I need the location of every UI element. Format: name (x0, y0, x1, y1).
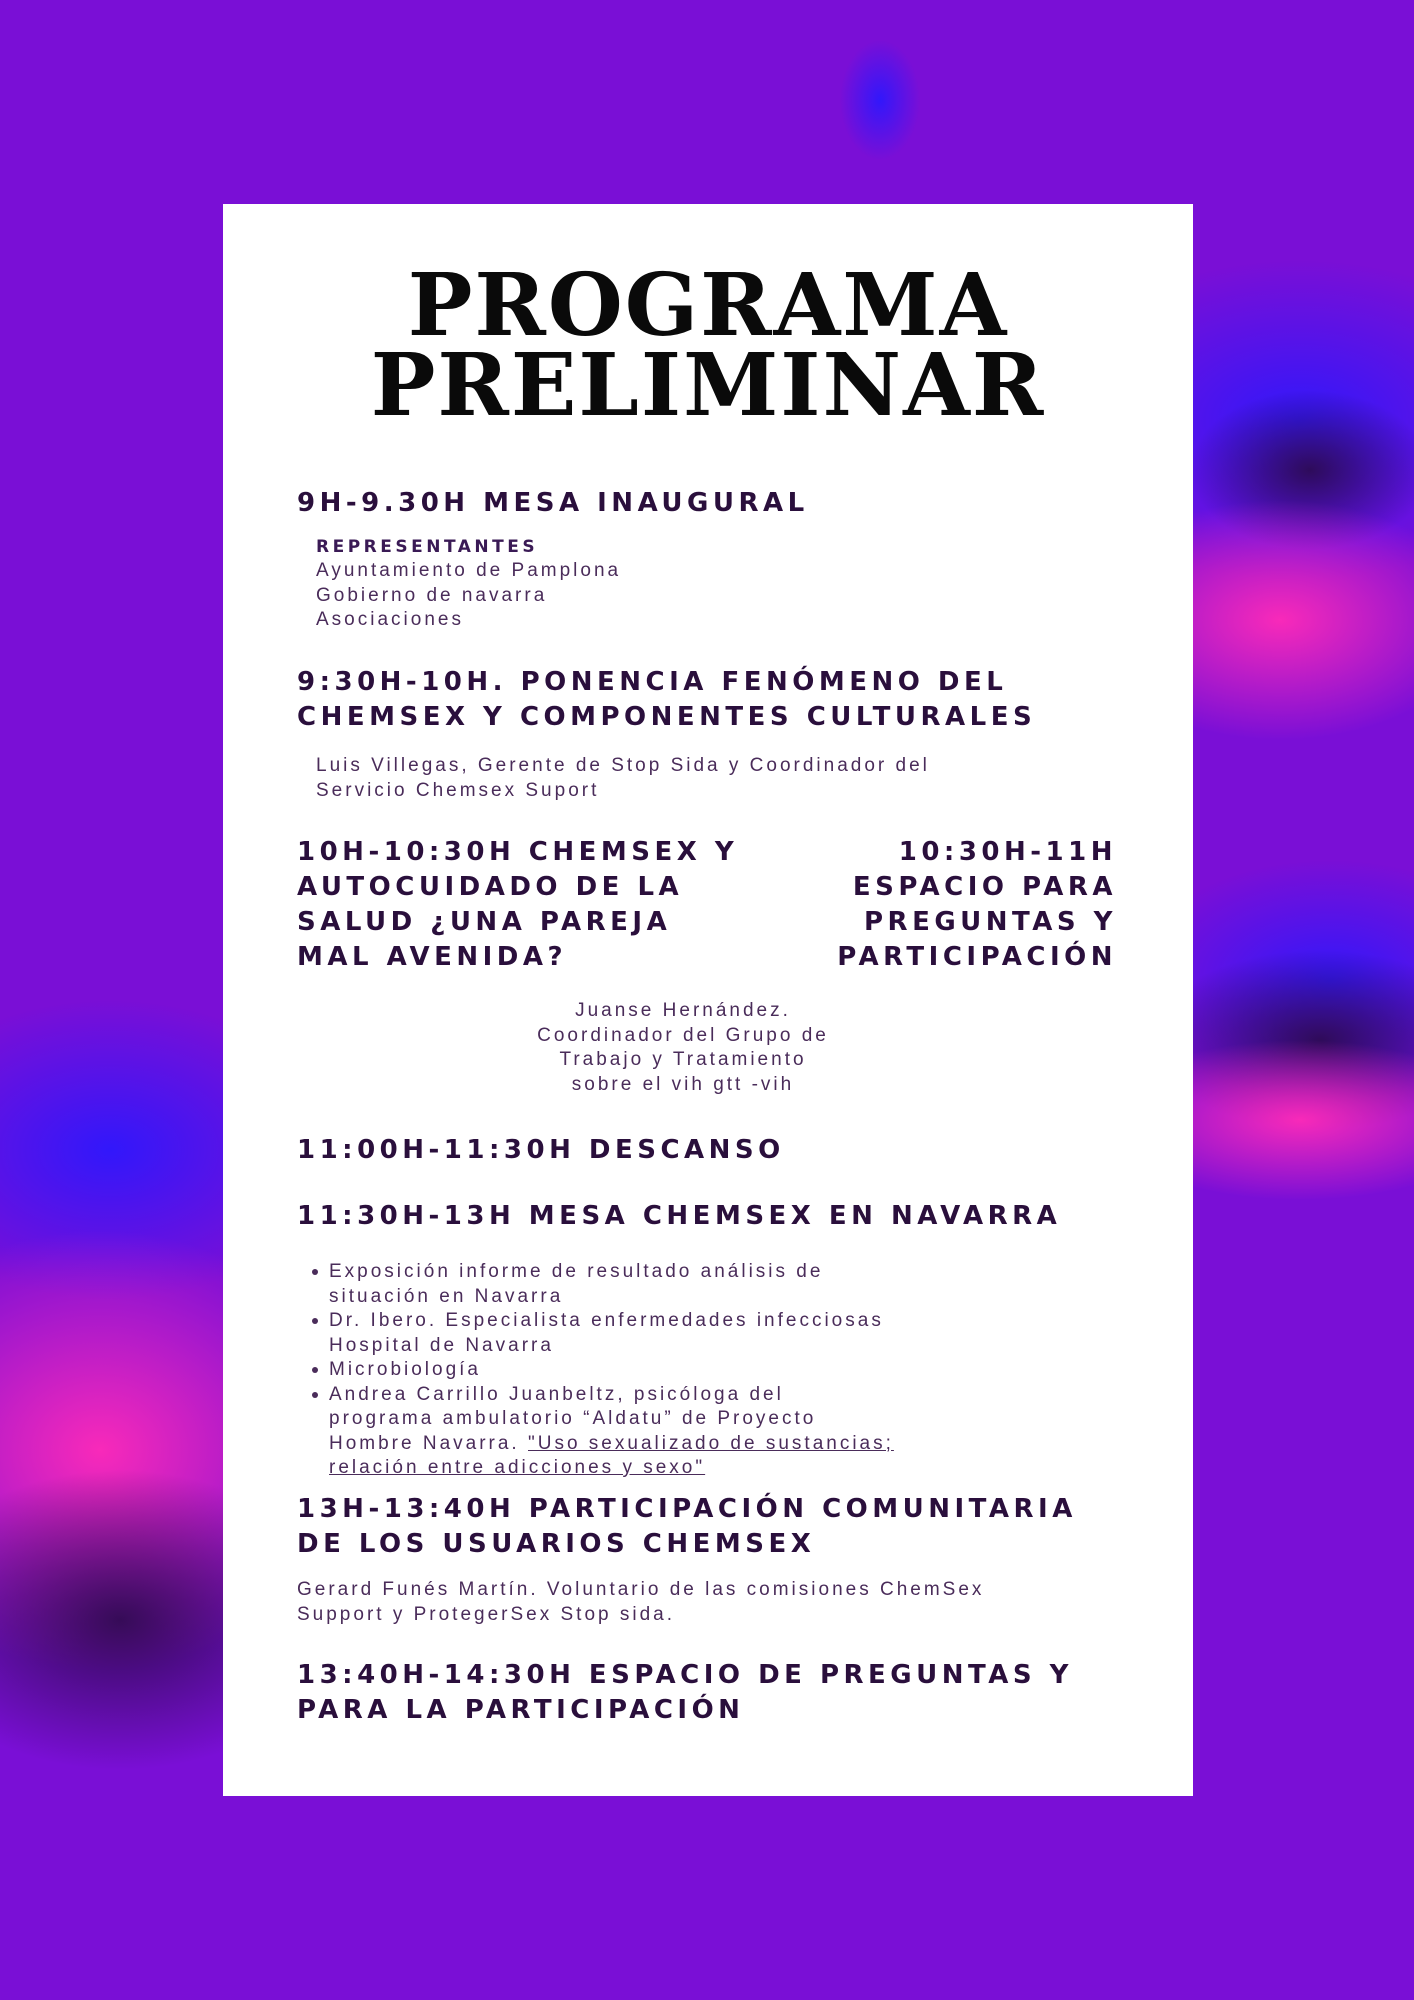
item-line: Andrea Carrillo Juanbeltz, psicóloga del (329, 1383, 784, 1405)
speaker-line: Trabajo y Tratamiento (559, 1049, 807, 1070)
title-line-2: PRELIMINAR (370, 335, 1046, 436)
heading-line: 9:30H-10H. PONENCIA FENÓMENO DEL (297, 667, 1008, 697)
item-line: Dr. Ibero. Especialista enfermedades infecciosas (329, 1310, 884, 1331)
participacion-speaker (297, 1578, 984, 1627)
representantes-label: REPRESENTANTES (316, 537, 539, 557)
heading-line: 10:30H-11H (898, 837, 1117, 867)
heading-line: SALUD ¿UNA PAREJA (297, 907, 672, 937)
speaker-line: Juanse Hernández. (575, 1000, 791, 1021)
item-line: Exposición informe de resultado análisis de (329, 1261, 824, 1282)
heading-line: PARTICIPACIÓN (837, 942, 1117, 972)
session-heading-descanso: 11:00H-11:30H DESCANSO (297, 1135, 785, 1165)
session-heading-mesa-navarra: 11:30H-13H MESA CHEMSEX EN NAVARRA (297, 1201, 1062, 1231)
item-line: programa ambulatorio “Aldatu” de Proyecto (329, 1408, 817, 1429)
list-item (329, 1309, 1049, 1358)
autocuidado-speaker (433, 999, 933, 1097)
program-card (223, 204, 1193, 1796)
session-heading-participacion-comunitaria (297, 1492, 1077, 1562)
representante-item: Asociaciones (316, 609, 464, 630)
session-heading-autocuidado (297, 835, 738, 975)
heading-line: 13:40H-14:30H ESPACIO DE PREGUNTAS Y (297, 1660, 1073, 1690)
representante-item: Gobierno de navarra (316, 584, 548, 606)
heading-line: 13H-13:40H PARTICIPACIÓN COMUNITARIA (297, 1494, 1077, 1524)
item-line: Hombre Navarra. (329, 1432, 528, 1454)
ponencia-speaker (316, 754, 930, 803)
session-heading-espacio-preguntas (297, 1658, 1073, 1728)
heading-line: CHEMSEX Y COMPONENTES CULTURALES (297, 702, 1037, 732)
talk-title-link[interactable]: relación entre adicciones y sexo" (329, 1457, 706, 1478)
heading-line: MAL AVENIDA? (297, 942, 568, 972)
representante-item: Ayuntamiento de Pamplona (316, 560, 622, 581)
heading-line: PREGUNTAS Y (864, 907, 1117, 937)
speaker-line: Support y ProtegerSex Stop sida. (297, 1603, 675, 1625)
speaker-line: Coordinador del Grupo de (537, 1024, 829, 1046)
representantes-list (316, 559, 621, 633)
heading-line: PARA LA PARTICIPACIÓN (297, 1695, 745, 1725)
heading-line: DE LOS USUARIOS CHEMSEX (297, 1529, 816, 1559)
speaker-line: sobre el vih gtt -vih (571, 1073, 795, 1095)
speaker-line: Luis Villegas, Gerente de Stop Sida y Coordinador del (316, 755, 930, 776)
mesa-navarra-list (309, 1260, 1049, 1481)
heading-line: ESPACIO PARA (852, 872, 1117, 902)
title-line-1: PROGRAMA (407, 255, 1009, 356)
speaker-line: Gerard Funés Martín. Voluntario de las comisiones ChemSex (297, 1579, 985, 1600)
session-heading-ponencia (297, 665, 1036, 735)
page-title (223, 255, 1193, 436)
session-heading-preguntas (703, 835, 1117, 975)
list-item (329, 1260, 1049, 1309)
item-line: Hospital de Navarra (329, 1334, 554, 1356)
talk-title-link[interactable]: "Uso sexualizado de sustancias; (528, 1432, 894, 1454)
item-line: situación en Navarra (329, 1285, 564, 1307)
heading-line: 10H-10:30H CHEMSEX Y (297, 837, 739, 867)
list-item (329, 1358, 1049, 1383)
heading-line: AUTOCUIDADO DE LA (297, 872, 684, 902)
list-item (329, 1383, 1049, 1481)
speaker-line: Servicio Chemsex Suport (316, 779, 600, 801)
session-heading-inaugural: 9H-9.30H MESA INAUGURAL (297, 488, 809, 518)
item-line: Microbiología (329, 1359, 481, 1380)
